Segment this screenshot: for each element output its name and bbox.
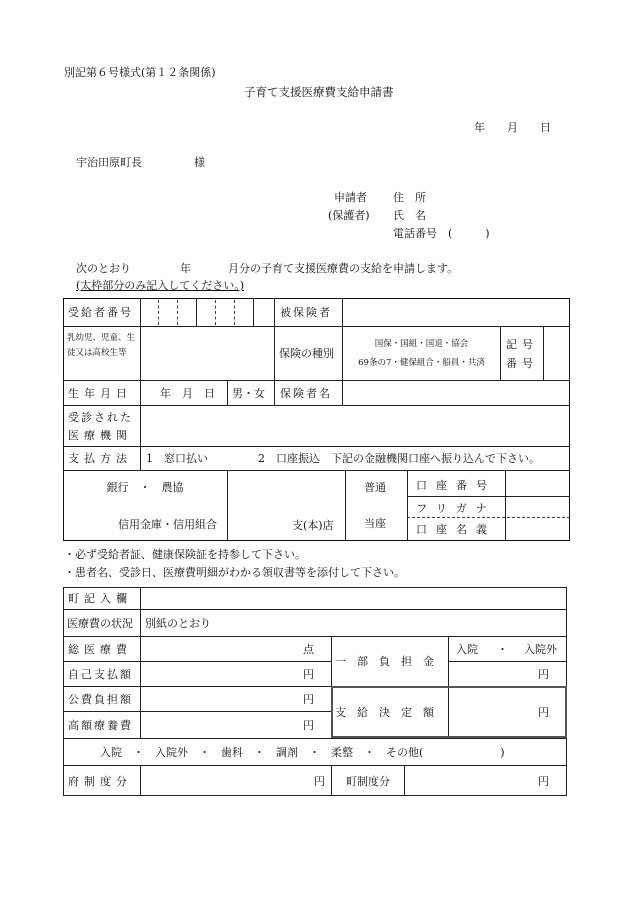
payment-option-counter[interactable]: 1 窓口払い [146, 452, 208, 465]
name-field[interactable]: 氏 名 [393, 209, 426, 222]
child-name-input[interactable] [141, 327, 273, 379]
separator-dot: ・ [497, 643, 508, 656]
inpatient-option[interactable]: 入院 [456, 643, 478, 656]
clinic-label-1: 受診された [68, 411, 133, 424]
account-ordinary[interactable]: 普通 [364, 481, 386, 494]
insurance-types-line2[interactable]: 69条の7・健保組合・船員・共済 [358, 358, 485, 368]
insured-person-input[interactable] [343, 299, 569, 325]
medical-status-value[interactable]: 別紙のとおり [145, 616, 211, 630]
insurance-types-line1[interactable]: 国保・国組・国退・協会 [374, 339, 469, 349]
partial-burden-label: 一部負担金 [335, 655, 445, 668]
child-category-label: 乳幼児、児童、生徒又は高校生等 [67, 333, 136, 358]
office-section-label: 町記入欄 [68, 592, 132, 605]
address-field[interactable]: 住 所 [393, 191, 426, 204]
furigana-label: フリガナ [416, 502, 496, 515]
birthdate-input[interactable]: 年 月 日 [160, 386, 215, 400]
instruction-note: (太枠部分のみ記入してください。) [76, 279, 245, 292]
medical-status-label: 医療費の状況 [67, 616, 133, 630]
sex-select[interactable]: 男・女 [232, 386, 265, 400]
form-title: 子育て支援医療費支給申請書 [244, 85, 394, 99]
public-burden-value[interactable]: 円 [303, 692, 314, 706]
form-id: 別記第６号様式(第１２条関係) [64, 66, 216, 79]
public-burden-label: 公費負担額 [68, 692, 133, 706]
recipient-number-input[interactable] [141, 299, 273, 325]
prefecture-system-label: 府制度分 [68, 774, 132, 788]
intro-text-c: 月分の子育て支援医療費の支給を申請します。 [228, 262, 459, 275]
phone-field[interactable]: 電話番号 ( ) [393, 227, 490, 240]
branch-label: 支(本)店 [292, 519, 334, 532]
account-name-input[interactable] [506, 497, 569, 540]
bank-type-2[interactable]: 信用金庫・信用組合 [118, 518, 217, 531]
payment-option-transfer[interactable]: 2 口座振込 下記の金融機関口座へ振り込んで下さい。 [258, 452, 540, 465]
payment-method-label: 支払方法 [68, 452, 132, 465]
decision-amount-label: 支給決定額 [335, 706, 445, 719]
addressee: 宇治田原町長 [76, 156, 142, 169]
insurer-name-input[interactable] [343, 381, 569, 405]
symbol-number-input[interactable] [544, 327, 569, 379]
town-system-value[interactable]: 円 [538, 774, 549, 788]
partial-burden-value[interactable]: 円 [538, 667, 549, 681]
total-medical-label: 総医療費 [68, 642, 132, 656]
recipient-number-label: 受給者番号 [68, 306, 133, 319]
applicant-label: 申請者 [334, 191, 367, 204]
bank-type-1[interactable]: 銀行 ・ 農協 [106, 481, 184, 494]
clinic-label-2: 医療機関 [68, 429, 132, 442]
birthdate-label: 生年月日 [68, 386, 132, 400]
note-1: ・必ず受給者証、健康保険証を持参して下さい。 [64, 548, 306, 561]
date-field[interactable]: 年 月 日 [474, 121, 551, 134]
high-cost-label: 高額療養費 [68, 718, 133, 732]
insured-person-label: 被保険者 [280, 306, 332, 319]
account-number-label: 口座番号 [416, 479, 496, 492]
treatment-categories[interactable]: 入院 ・ 入院外 ・ 歯科 ・ 調剤 ・ 柔整 ・ その他( ) [100, 745, 505, 759]
high-cost-value[interactable]: 円 [303, 718, 314, 732]
insurance-type-label: 保険の種別 [279, 347, 334, 360]
total-medical-value[interactable]: 点 [303, 642, 314, 656]
note-2: ・患者名、受診日、医療費明細がわかる領収書等を添付して下さい。 [64, 566, 405, 579]
intro-year[interactable]: 年 [180, 262, 191, 275]
symbol-label: 記号 [506, 338, 538, 351]
account-name-label: 口座名義 [416, 523, 496, 536]
outpatient-option[interactable]: 入院外 [524, 643, 557, 656]
self-pay-label: 自己支払額 [68, 667, 133, 681]
prefecture-system-value[interactable]: 円 [314, 774, 325, 788]
guardian-label: (保護者) [328, 209, 370, 222]
insurer-name-label: 保険者名 [280, 386, 332, 400]
clinic-input[interactable] [141, 406, 569, 446]
account-current[interactable]: 当座 [364, 517, 386, 530]
town-system-label: 町制度分 [346, 774, 390, 788]
intro-text-a: 次のとおり [76, 262, 131, 275]
number-label: 番号 [506, 357, 538, 370]
decision-amount-value[interactable]: 円 [538, 706, 549, 719]
honorific: 様 [194, 156, 205, 169]
account-number-input[interactable] [506, 471, 569, 496]
self-pay-value[interactable]: 円 [303, 667, 314, 681]
